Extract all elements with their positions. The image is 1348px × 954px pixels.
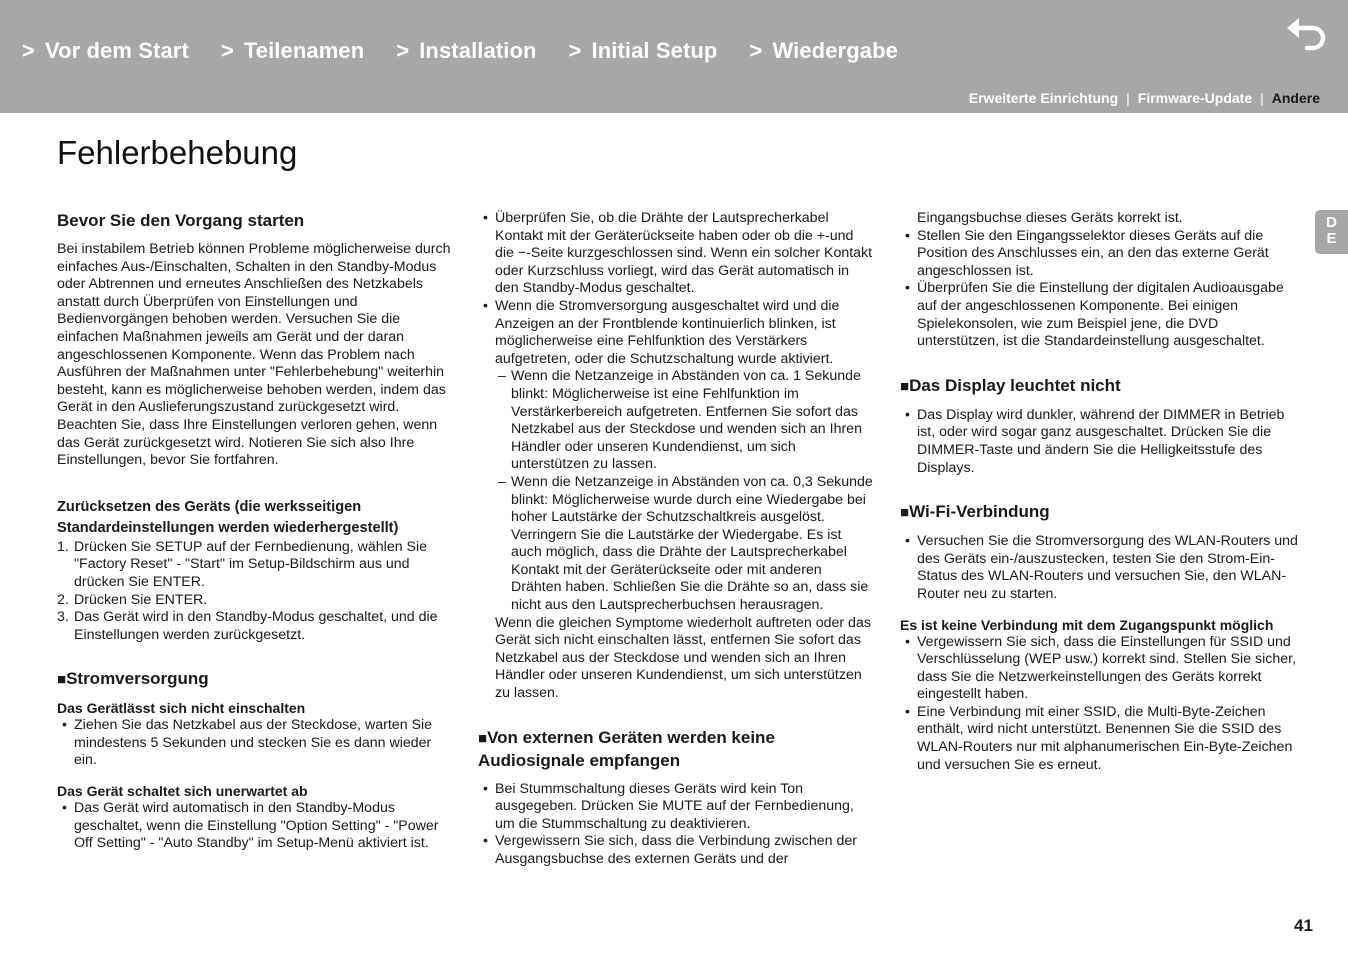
subnav-erweiterte-einrichtung[interactable]: Erweiterte Einrichtung	[968, 90, 1119, 106]
step-text: Drücken Sie SETUP auf der Fernbedienung, wählen Sie "Factory Reset" - "Start" im Setup-Bildschirm aus und drücken Sie ENTER.	[74, 538, 428, 590]
nav-label: Teilenamen	[243, 38, 365, 63]
chevron-right-icon: >	[22, 38, 35, 63]
chevron-right-icon: >	[749, 38, 763, 63]
square-bullet-icon: ■	[57, 671, 67, 689]
chevron-right-icon: >	[220, 38, 234, 63]
bullet-list	[900, 533, 1300, 603]
step-text: Drücken Sie ENTER.	[74, 591, 208, 608]
page-number: 41	[1294, 916, 1313, 935]
list-item: • Vergewissern Sie sich, dass die Verbindung zwischen der Ausgangsbuchse des externen Geräts und der	[478, 833, 873, 868]
column-2	[478, 210, 873, 869]
list-item: • Wenn die Stromversorgung ausgeschaltet wird und die Anzeigen an der Frontblende kontinuierlich blinken, ist möglicherweise eine Fehlfunktion des Verstärkers aufgetreten, oder die Schutzschaltung wurde aktiviert.	[478, 298, 873, 368]
subnav-firmware-update[interactable]: Firmware-Update	[1137, 90, 1253, 106]
list-item: • Das Display wird dunkler, während der DIMMER in Betrieb ist, oder wird sogar ganz ausgeschaltet. Drücken Sie die DIMMER-Taste und ändern Sie die Helligkeitsstufe des Displays.	[900, 407, 1300, 477]
heading-bevor-sie-starten: Bevor Sie den Vorgang starten	[57, 211, 305, 230]
heading-stromversorgung	[57, 668, 452, 691]
lang-letter: E	[1326, 230, 1337, 247]
square-bullet-icon: ■	[478, 729, 488, 747]
list-item: – Wenn die Netzanzeige in Abständen von ca. 0,3 Sekunde blinkt: Möglicherweise wurde durch eine Wiedergabe bei hoher Lautstärke der Schutzschaltkreis ausgelöst. Verringern Sie die Lautstärke der Wiedergabe. Es ist auch möglich, dass die Drähte der Lautsprecherkabel Kontakt mit der Geräterückseite oder mit anderen Drähten haben. Schließen Sie die Drähte so an, dass sie nicht aus den Lautsprecherbuchsen herausragen.	[478, 474, 873, 615]
square-bullet-icon: ■	[900, 504, 910, 522]
nav-teilenamen[interactable]	[221, 38, 364, 64]
page-title: Fehlerbehebung	[57, 134, 298, 171]
heading-wifi	[900, 501, 1300, 524]
nav-label: Installation	[419, 38, 537, 63]
list-item	[57, 592, 452, 610]
nav-initial-setup[interactable]	[569, 38, 718, 64]
paragraph: Eingangsbuchse dieses Geräts korrekt ist.	[917, 210, 1183, 226]
nav-vor-dem-start[interactable]	[22, 38, 189, 64]
list-item: • Eine Verbindung mit einer SSID, die Multi-Byte-Zeichen enthält, wird nicht unterstützt. Benennen Sie die SSID des WLAN-Routers nur mit alphanumerischen Ein-Byte-Zeichen und versuchen Sie es erneut.	[900, 704, 1300, 774]
main-nav	[22, 38, 930, 64]
bullet-list	[57, 800, 452, 853]
list-item	[57, 609, 452, 644]
chevron-right-icon: >	[396, 38, 410, 63]
square-bullet-icon: ■	[900, 377, 910, 395]
subnav-andere[interactable]: Andere	[1271, 90, 1320, 106]
heading-text: Wi-Fi-Verbindung	[909, 502, 1050, 522]
bullet-list	[900, 634, 1300, 775]
list-item: • Versuchen Sie die Stromversorgung des WLAN-Routers und des Geräts ein-/auszustecken, testen Sie den Strom-Ein-Status des WLAN-Routers und versuchen Sie, den WLAN-Router neu zu starten.	[900, 533, 1300, 603]
list-item: • Ziehen Sie das Netzkabel aus der Steckdose, warten Sie mindestens 5 Sekunden und stecken Sie es dann wieder ein.	[57, 717, 452, 770]
list-item: • Vergewissern Sie sich, dass die Einstellungen für SSID und Verschlüsselung (WEP usw.) korrekt sind. Stellen Sie sicher, dass Sie die Netzwerkeinstellungen des Geräts korrekt eingestellt haben.	[900, 634, 1300, 704]
step-number: 2.	[57, 591, 69, 608]
nav-label: Wiedergabe	[772, 38, 898, 63]
bullet-list	[478, 781, 873, 869]
list-item: • Überprüfen Sie die Einstellung der digitalen Audioausgabe auf der angeschlossenen Komponente. Bei einigen Spielekonsolen, wie zum Beispiel jene, die DVD unterstützen, ist die Standardeinstellung ausgeschaltet.	[900, 280, 1300, 350]
nav-installation[interactable]	[396, 38, 536, 64]
bullet-list	[57, 717, 452, 770]
subnav-separator: |	[1126, 90, 1130, 106]
return-arrow-icon[interactable]	[1285, 14, 1331, 52]
dash-list	[478, 368, 873, 614]
reset-steps-list	[57, 539, 452, 645]
bullet-list	[900, 407, 1300, 477]
heading-display	[900, 375, 1300, 398]
heading-text: Stromversorgung	[66, 669, 209, 689]
list-item: • Überprüfen Sie, ob die Drähte der Lautsprecherkabel Kontakt mit der Geräterückseite haben oder ob die +-und die −-Seite kurzgeschlossen sind. Wenn ein solcher Kontakt oder Kurzschluss vorliegt, wird das Gerät automatisch in den Standby-Modus geschaltet.	[478, 210, 873, 298]
chevron-right-icon: >	[568, 38, 582, 63]
nav-label: Initial Setup	[591, 38, 718, 63]
list-item: • Stellen Sie den Eingangsselektor dieses Geräts auf die Position des Anschlusses ein, an den das externe Gerät angeschlossen ist.	[900, 228, 1300, 281]
subnav-separator: |	[1260, 90, 1264, 106]
column-3	[900, 210, 1300, 774]
heading-text: Von externen Geräten werden keine Audiosignale empfangen	[478, 727, 775, 770]
lang-letter: D	[1326, 214, 1337, 231]
sub-heading: Das Gerätlässt sich nicht einschalten	[57, 700, 306, 717]
list-item: • Das Gerät wird automatisch in den Standby-Modus geschaltet, wenn die Einstellung "Option Setting" - "Power Off Setting" - "Auto Standby" im Setup-Menü aktiviert ist.	[57, 800, 452, 853]
step-text: Das Gerät wird in den Standby-Modus geschaltet, und die Einstellungen werden zurückgesetzt.	[74, 609, 438, 643]
intro-paragraph: Bei instabilem Betrieb können Probleme möglicherweise durch einfaches Aus-/Einschalten, Schalten in den Standby-Modus oder Abtrennen und erneutes Anschließen des Netzkabels anstatt durch Überprüfen von Einstellungen und Bedienvorgängen behoben werden. Versuchen Sie die einfachen Maßnahmen jeweils am Gerät und der daran angeschlossenen Komponente. Wenn das Problem nach Ausführen der Maßnahmen unter "Fehlerbehebung" weiterhin besteht, kann es möglicherweise behoben werden, indem das Gerät in den Auslieferungszustand zurückgesetzt wird. Beachten Sie, dass Ihre Einstellungen verloren gehen, wenn das Gerät zurückgesetzt wird. Notieren Sie sich also Ihre Einstellungen, bevor Sie fortfahren.	[57, 241, 451, 469]
nav-label: Vor dem Start	[44, 38, 189, 63]
step-number: 1.	[57, 538, 69, 555]
paragraph: Wenn die gleichen Symptome wiederholt auftreten oder das Gerät sich nicht einschalten lässt, entfernen Sie sofort das Netzkabel aus der Steckdose und wenden sich an Ihren Händler oder unseren Kundendienst, um sich unterstützen zu lassen.	[495, 614, 871, 702]
list-item: • Bei Stummschaltung dieses Geräts wird kein Ton ausgegeben. Drücken Sie MUTE auf der Fernbedienung, um die Stummschaltung zu deaktivieren.	[478, 781, 873, 834]
list-item: – Wenn die Netzanzeige in Abständen von ca. 1 Sekunde blinkt: Möglicherweise ist eine Fehlfunktion im Verstärkerbereich aufgetreten. Entfernen Sie sofort das Netzkabel aus der Steckdose und wenden sich an Ihren Händler oder unseren Kundendienst, um sich unterstützen zu lassen.	[478, 368, 873, 474]
language-tab	[1315, 210, 1348, 254]
top-navigation-bar	[0, 0, 1348, 113]
nav-wiedergabe[interactable]	[749, 38, 897, 64]
sub-heading: Es ist keine Verbindung mit dem Zugangspunkt möglich	[900, 616, 1274, 633]
heading-reset: Zurücksetzen des Geräts (die werksseitigen Standardeinstellungen werden wiederhergestellt)	[57, 498, 399, 536]
bullet-list	[478, 210, 873, 368]
heading-keine-audiosignale	[478, 727, 873, 772]
list-item	[57, 539, 452, 592]
sub-navigation	[969, 90, 1320, 106]
sub-heading: Das Gerät schaltet sich unerwartet ab	[57, 783, 308, 800]
column-1	[57, 210, 452, 853]
step-number: 3.	[57, 609, 69, 626]
bullet-list	[900, 228, 1300, 351]
heading-text: Das Display leuchtet nicht	[909, 375, 1121, 395]
